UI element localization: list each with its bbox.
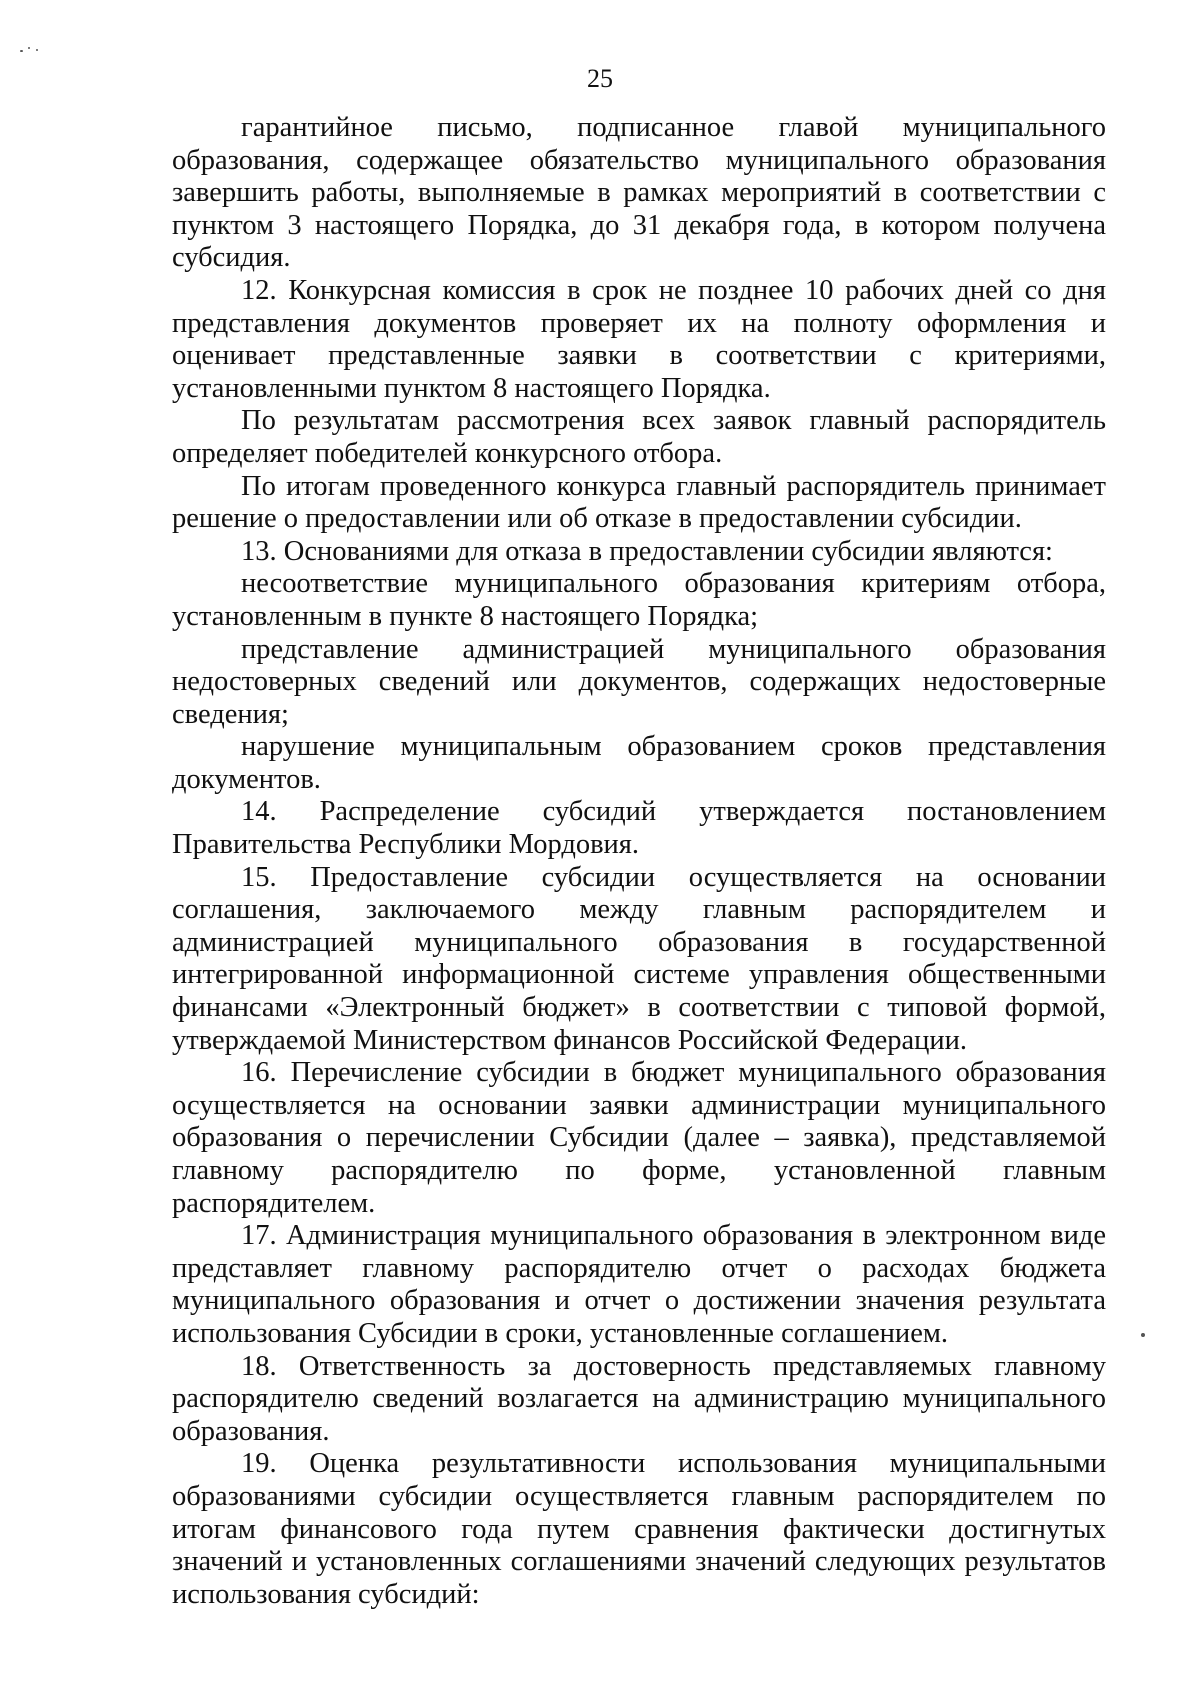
scan-speck <box>36 49 38 51</box>
paragraph-12: 12. Конкурсная комиссия в срок не позднее 10 рабочих дней со дня представления документов проверяет их на полноту оформления и оценивает представленные заявки в соответствии с критериями, установленными пунктом 8 настоящего Порядка. <box>172 274 1106 404</box>
paragraph-14: 14. Распределение субсидий утверждается постановлением Правительства Республики Мордовия. <box>172 796 1106 861</box>
paragraph-16: 16. Перечисление субсидии в бюджет муниципального образования осуществляется на основании заявки администрации муниципального образования о перечислении Субсидии (далее – заявка), представляемой главному распорядителю по форме, установленной главным распорядителем. <box>172 1057 1106 1219</box>
scan-speck <box>1141 1333 1145 1337</box>
page-number: 25 <box>587 64 613 93</box>
paragraph-17: 17. Администрация муниципального образования в электронном виде представляет главному распорядителю отчет о расходах бюджета муниципального образования и отчет о достижении значения результата использования Субсидии в сроки, установленные соглашением. <box>172 1220 1106 1349</box>
paragraph-guarantee-letter: гарантийное письмо, подписанное главой муниципального образования, содержащее обязательство муниципального образования завершить работы, выполняемые в рамках мероприятий в соответствии с пунктом 3 настоящего Порядка, до 31 декабря года, в котором получена субсидия. <box>172 112 1106 274</box>
paragraph-refusal-deadlines: нарушение муниципальным образованием сроков представления документов. <box>172 731 1106 795</box>
paragraph-refusal-false-info: представление администрацией муниципального образования недостоверных сведений или документов, содержащих недостоверные сведения; <box>172 633 1106 730</box>
paragraph-results-review: По результатам рассмотрения всех заявок главный распорядитель определяет победителей конкурсного отбора. <box>172 405 1106 469</box>
document-body <box>172 112 1106 1611</box>
paragraph-15: 15. Предоставление субсидии осуществляется на основании соглашения, заключаемого между главным распорядителем и администрацией муниципального образования в государственной интегрированной информационной системе управления общественными финансами «Электронный бюджет» в соответствии с типовой формой, утверждаемой Министерством финансов Российской Федерации. <box>172 861 1106 1056</box>
paragraph-refusal-criteria: несоответствие муниципального образования критериям отбора, установленным в пункте 8 настоящего Порядка; <box>172 568 1106 632</box>
paragraph-13: 13. Основаниями для отказа в предоставлении субсидии являются: <box>241 535 1053 567</box>
scan-speck <box>20 50 23 52</box>
paragraph-18: 18. Ответственность за достоверность представляемых главному распорядителю сведений возлагается на администрацию муниципального образования. <box>172 1350 1106 1447</box>
paragraph-19: 19. Оценка результативности использования муниципальными образованиями субсидии осуществляется главным распорядителем по итогам финансового года путем сравнения фактически достигнутых значений и установленных соглашениями значений следующих результатов использования субсидий: <box>172 1448 1106 1610</box>
paragraph-contest-decision: По итогам проведенного конкурса главный распорядитель принимает решение о предоставлении или об отказе в предоставлении субсидии. <box>172 470 1106 535</box>
scan-speck <box>28 47 30 49</box>
